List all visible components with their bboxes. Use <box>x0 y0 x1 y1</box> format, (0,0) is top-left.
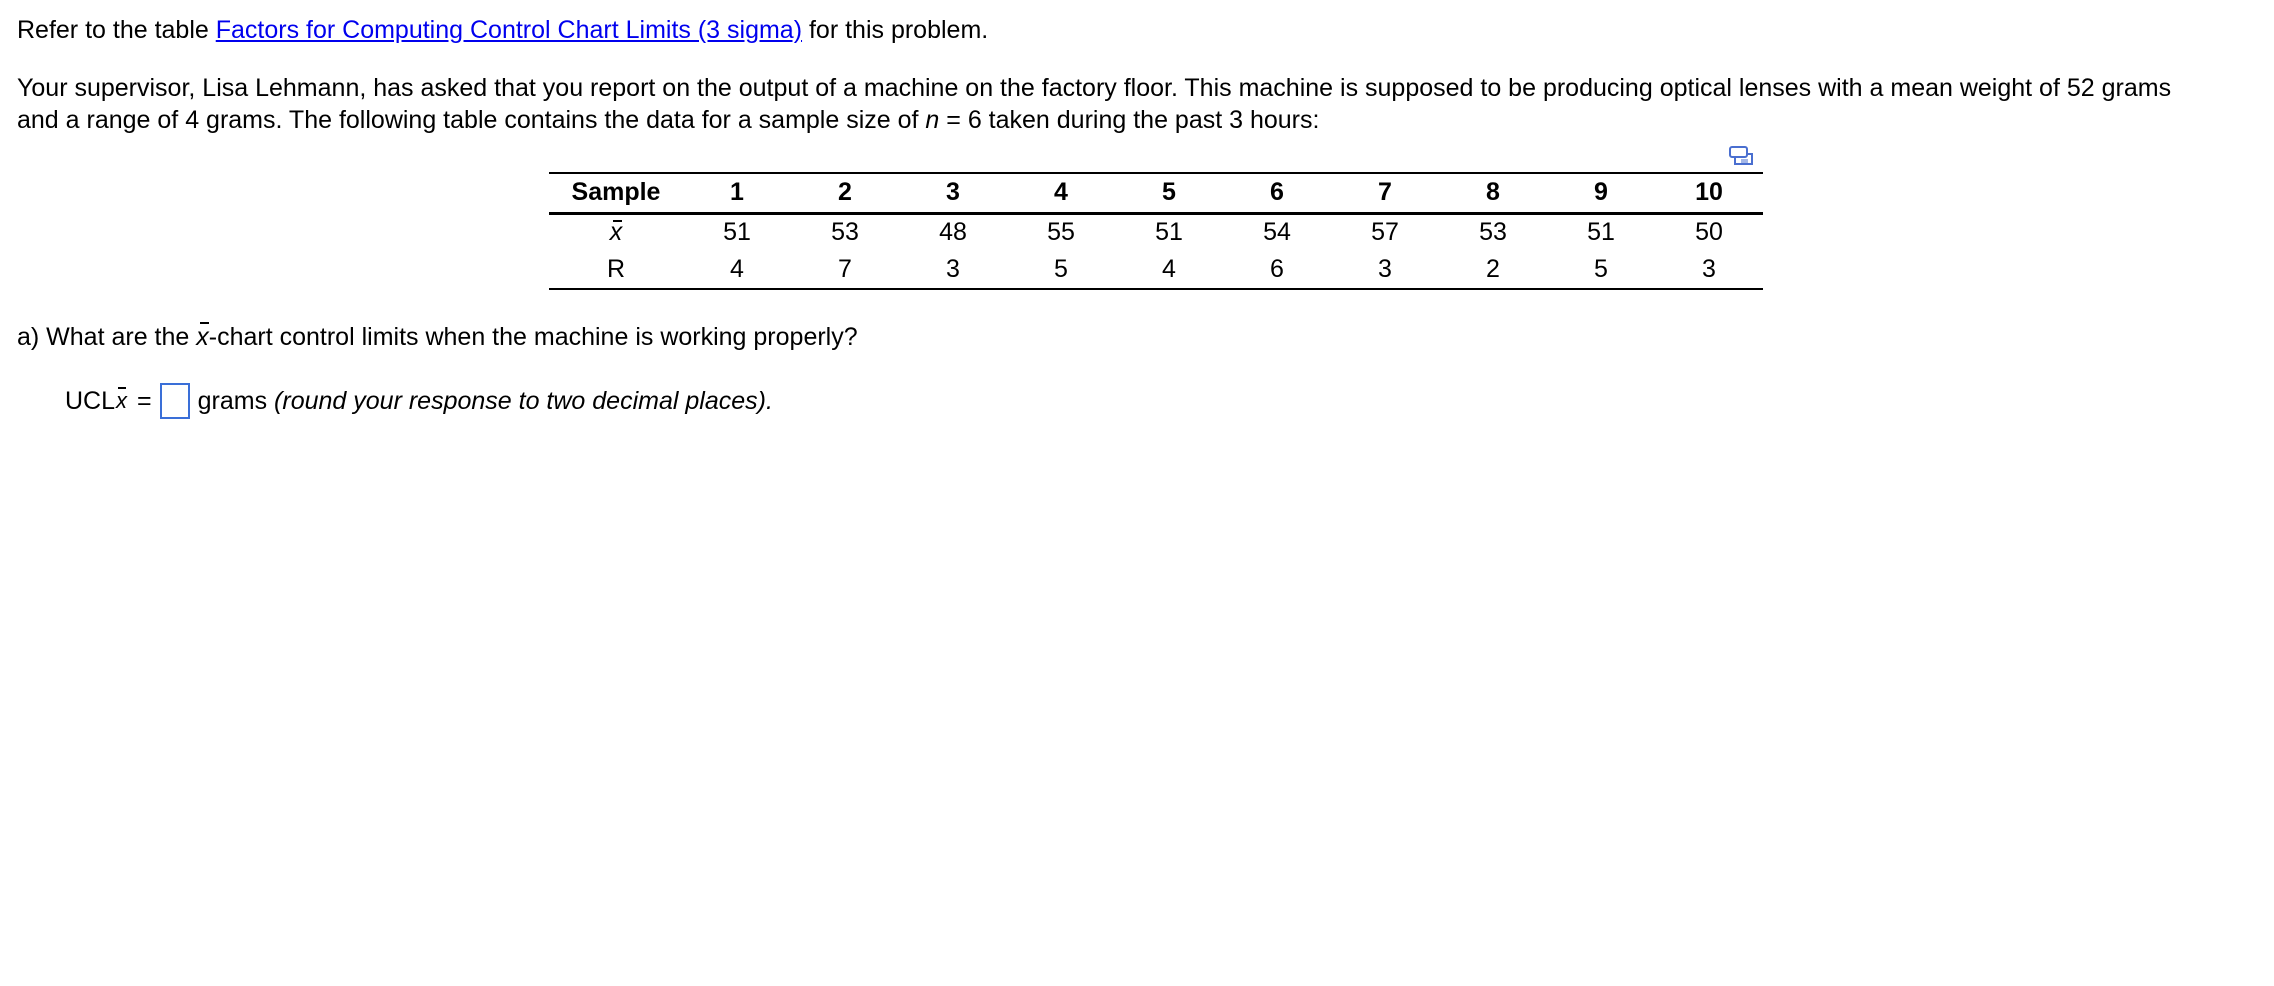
sample-number: 2 <box>838 178 852 207</box>
range-value: 4 <box>730 255 744 283</box>
range-value: 4 <box>1162 255 1176 283</box>
question-text <box>17 321 858 353</box>
sample-size-value: = 6 <box>939 106 982 134</box>
problem-text <box>17 72 2171 136</box>
sample-number: 7 <box>1378 178 1392 207</box>
problem-line-2-suffix: taken during the past 3 hours: <box>981 106 1320 134</box>
problem-line-2-prefix: and a range of 4 grams. The following table contains the data for a sample size of <box>17 106 926 134</box>
xbar-value: 50 <box>1695 218 1723 247</box>
range-value: 3 <box>946 255 960 283</box>
copy-table-icon[interactable] <box>1728 145 1754 167</box>
range-value: 6 <box>1270 255 1284 283</box>
range-value: 5 <box>1594 255 1608 283</box>
sample-number: 6 <box>1270 178 1284 207</box>
ucl-label: UCL <box>65 387 116 415</box>
xbar-value: 55 <box>1047 218 1075 247</box>
sample-number: 4 <box>1054 178 1068 207</box>
factors-table-link[interactable]: Factors for Computing Control Chart Limits (3 sigma) <box>215 16 803 44</box>
question-prefix: a) What are the <box>17 323 197 351</box>
range-value: 3 <box>1378 255 1392 283</box>
sample-header-label: Sample <box>571 178 661 207</box>
xbar-value: 53 <box>831 218 859 247</box>
intro-prefix: Refer to the table <box>17 16 216 44</box>
ucl-answer-row <box>65 381 773 421</box>
table-row-range <box>549 251 1763 289</box>
range-value: 3 <box>1702 255 1716 283</box>
range-value: 5 <box>1054 255 1068 283</box>
sample-number: 10 <box>1695 178 1723 207</box>
intro-suffix: for this problem. <box>802 16 989 44</box>
problem-line-1: Your supervisor, Lisa Lehmann, has asked that you report on the output of a machine on the factory floor. This machine is supposed to be producing optical lenses with a mean weight of 52 grams <box>17 74 2172 102</box>
sample-size-variable: n <box>925 106 940 134</box>
rounding-hint: (round your response to two decimal places). <box>274 387 773 415</box>
xbar-symbol: x <box>196 323 209 351</box>
range-value: 7 <box>838 255 852 283</box>
xbar-value: 54 <box>1263 218 1291 247</box>
table-header-row <box>549 173 1763 213</box>
sample-number: 9 <box>1594 178 1608 207</box>
sample-number: 5 <box>1162 178 1176 207</box>
intro-text <box>17 14 988 46</box>
xbar-value: 53 <box>1479 218 1507 247</box>
range-row-label: R <box>606 255 626 283</box>
question-suffix: -chart control limits when the machine is working properly? <box>208 323 858 351</box>
table-row-xbar <box>549 213 1763 251</box>
xbar-value: 51 <box>1587 218 1615 247</box>
range-value: 2 <box>1486 255 1500 283</box>
xbar-value: 51 <box>1155 218 1183 247</box>
problem-line-2 <box>17 104 2171 136</box>
ucl-subscript: x <box>116 388 128 413</box>
ucl-answer-input[interactable] <box>160 383 190 419</box>
sample-data-table <box>549 172 1763 290</box>
xbar-row-label <box>549 213 683 251</box>
unit-label: grams <box>197 387 268 415</box>
xbar-value: 57 <box>1371 218 1399 247</box>
sample-number: 8 <box>1486 178 1500 207</box>
xbar-value: 51 <box>723 218 751 247</box>
equals-sign: = <box>137 387 152 415</box>
xbar-symbol: x <box>609 218 623 247</box>
xbar-value: 48 <box>939 218 967 247</box>
sample-number: 1 <box>730 178 744 207</box>
sample-number: 3 <box>946 178 960 207</box>
